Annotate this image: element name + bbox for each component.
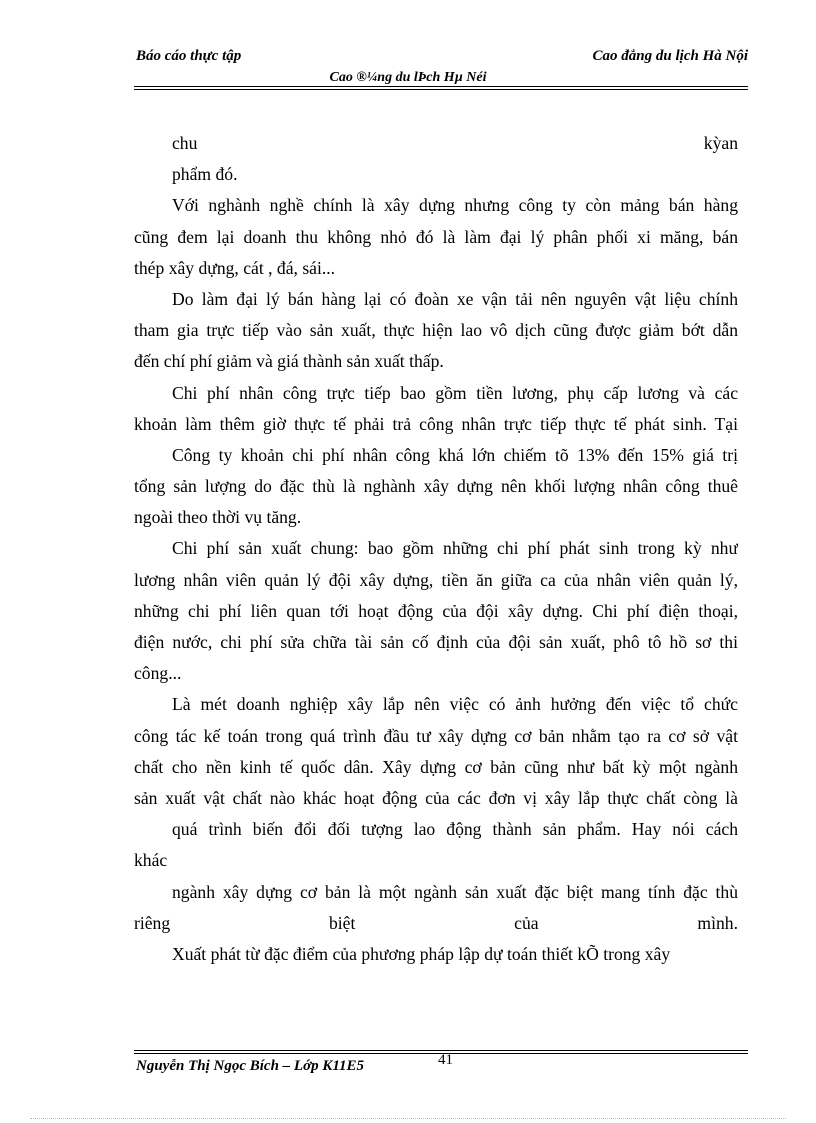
page-number: 41 bbox=[438, 1052, 453, 1068]
header-center: Cao ®¼ng du lÞch Hµ Néi bbox=[329, 70, 487, 85]
text-line: lương nhân viên quản lý đội xây dựng, tiền ăn giữa ca của nhân viên quản lý, bbox=[134, 569, 738, 590]
text-line: phẩm đó. bbox=[172, 164, 238, 185]
text-line: công tác kế toán trong quá trình đầu tư xây dựng cơ bản nhằm tạo ra cơ sở vật bbox=[134, 725, 738, 746]
text-line: điện nước, chi phí sửa chữa tài sản cố định của đội sản xuất, phô tô hồ sơ thi bbox=[134, 632, 738, 652]
text-line: Với nghành nghề chính là xây dựng nhưng công ty còn mảng bán hàng bbox=[172, 195, 738, 216]
header-rule bbox=[134, 86, 748, 87]
text-line: Xuất phát từ đặc điểm của phương pháp lập dự toán thiết kÕ trong xây bbox=[172, 943, 671, 964]
text-line: riêng biệt của mình. bbox=[134, 912, 738, 933]
footer-rule bbox=[134, 1050, 748, 1051]
footer-author: Nguyễn Thị Ngọc Bích – Lớp K11E5 bbox=[136, 1058, 365, 1074]
text-line: chu kỳan bbox=[172, 133, 738, 153]
text-line: tổng sản lượng do đặc thù là nghành xây dựng nên khối lượng nhân công thuê bbox=[134, 476, 738, 497]
page-edge-dots bbox=[30, 1118, 786, 1119]
text-line: chất cho nền kinh tế quốc dân. Xây dựng cơ bản cũng như bất kỳ một ngành bbox=[134, 756, 738, 777]
text-line: công... bbox=[134, 663, 182, 684]
header-right: Cao đẳng du lịch Hà Nội bbox=[592, 48, 748, 64]
text-line: Chi phí nhân công trực tiếp bao gồm tiền lương, phụ cấp lương và các bbox=[172, 382, 738, 403]
body-text bbox=[134, 128, 738, 970]
text-line: cũng đem lại doanh thu không nhỏ đó là làm đại lý phân phối xi măng, bán bbox=[134, 226, 738, 247]
text-line: Là mét doanh nghiệp xây lắp nên việc có ảnh hưởng đến việc tổ chức bbox=[172, 694, 738, 715]
text-line: những chi phí liên quan tới hoạt động của đội xây dựng. Chi phí điện thoại, bbox=[134, 600, 738, 621]
text-line: ngoài theo thời vụ tăng. bbox=[134, 507, 302, 528]
text-line: thép xây dựng, cát , đá, sái... bbox=[134, 257, 336, 278]
text-line: khoản làm thêm giờ thực tế phải trả công nhân trực tiếp thực tế phát sinh. Tại bbox=[134, 413, 738, 434]
text-line: quá trình biến đổi đối tượng lao động thành sản phẩm. Hay nói cách bbox=[172, 819, 738, 840]
text-line: Công ty khoản chi phí nhân công khá lớn chiếm tõ 13% đến 15% giá trị bbox=[172, 444, 738, 465]
text-line: ngành xây dựng cơ bản là một ngành sản xuất đặc biệt mang tính đặc thù bbox=[172, 881, 738, 902]
header-rule-thin bbox=[134, 89, 748, 90]
text-line: đến chí phí giảm và giá thành sản xuất thấp. bbox=[134, 351, 444, 372]
text-line: Do làm đại lý bán hàng lại có đoàn xe vận tải nên nguyên vật liệu chính bbox=[172, 288, 738, 309]
text-line: tham gia trực tiếp vào sản xuất, thực hiện lao vô dịch cũng được giảm bớt dẫn bbox=[134, 320, 738, 341]
text-line: sản xuất vật chất nào khác hoạt động của các đơn vị xây lắp thực chất còng là bbox=[134, 787, 738, 808]
header-left: Báo cáo thực tập bbox=[136, 48, 242, 64]
text-line: khác bbox=[134, 850, 168, 871]
text-line: Chi phí sản xuất chung: bao gồm những chi phí phát sinh trong kỳ như bbox=[172, 538, 738, 559]
